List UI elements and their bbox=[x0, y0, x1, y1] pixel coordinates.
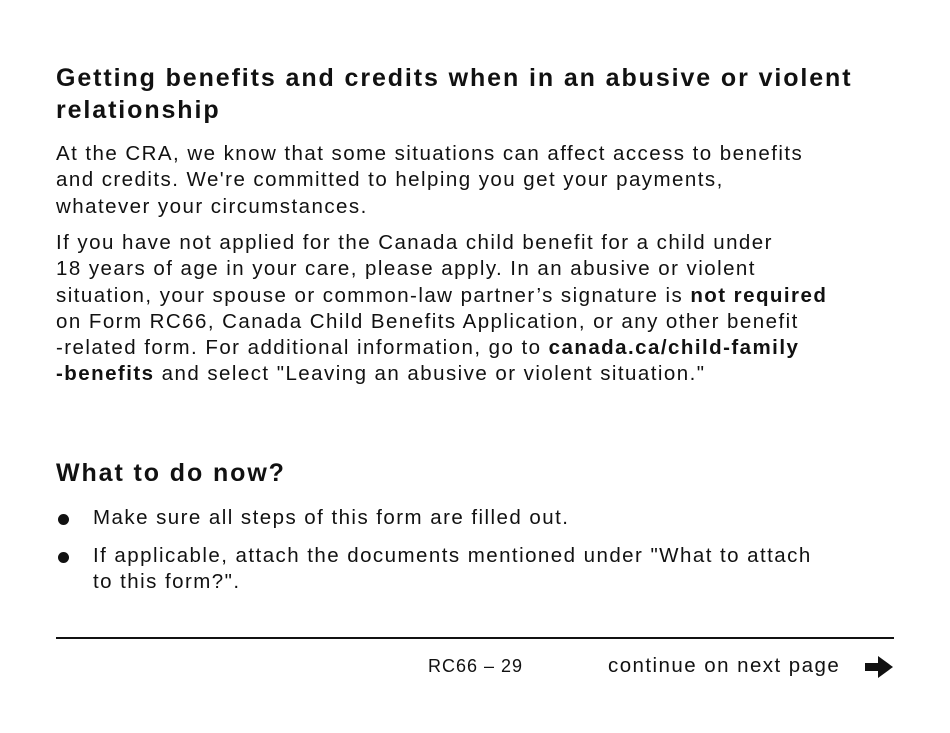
apply-line-3: situation, your spouse or common-law partner’s signature is bbox=[56, 283, 691, 307]
bullet-text bbox=[93, 543, 812, 596]
intro-paragraph bbox=[56, 141, 803, 220]
apply-line-6: and select "Leaving an abusive or violent situation." bbox=[154, 362, 706, 386]
child-family-benefits-link[interactable]: canada.ca/child-family bbox=[548, 336, 800, 360]
continue-next-page-label: continue on next page bbox=[608, 654, 841, 677]
child-family-benefits-link-continued[interactable]: -benefits bbox=[56, 362, 155, 386]
bullet-icon bbox=[58, 514, 69, 525]
intro-line-1: At the CRA, we know that some situations can affect access to benefits bbox=[56, 142, 804, 165]
apply-line-1: If you have not applied for the Canada child benefit for a child under bbox=[56, 231, 773, 254]
not-required-emphasis: not required bbox=[690, 283, 828, 307]
section-heading-what-to-do: What to do now? bbox=[56, 459, 286, 487]
intro-line-3: whatever your circumstances. bbox=[56, 194, 368, 218]
section-heading-abusive-relationship: Getting benefits and credits when in an abusive or violent relationship bbox=[56, 64, 853, 124]
bullet-icon bbox=[58, 552, 69, 563]
apply-paragraph bbox=[56, 230, 827, 388]
page-number: RC66 – 29 bbox=[428, 656, 524, 676]
footer-divider bbox=[56, 637, 894, 639]
bullet-2-line-2: to this form?". bbox=[93, 570, 241, 594]
apply-line-5: -related form. For additional information, go to bbox=[56, 336, 549, 360]
bullet-text bbox=[93, 505, 569, 531]
bullet-2-line-1: If applicable, attach the documents mentioned under "What to attach bbox=[93, 544, 812, 567]
intro-line-2: and credits. We're committed to helping you get your payments, bbox=[56, 168, 724, 192]
apply-line-2: 18 years of age in your care, please apply. In an abusive or violent bbox=[56, 257, 756, 281]
right-arrow-icon bbox=[864, 655, 894, 679]
apply-line-4: on Form RC66, Canada Child Benefits Application, or any other benefit bbox=[56, 309, 799, 333]
bullet-1-line-1: Make sure all steps of this form are filled out. bbox=[93, 506, 570, 529]
